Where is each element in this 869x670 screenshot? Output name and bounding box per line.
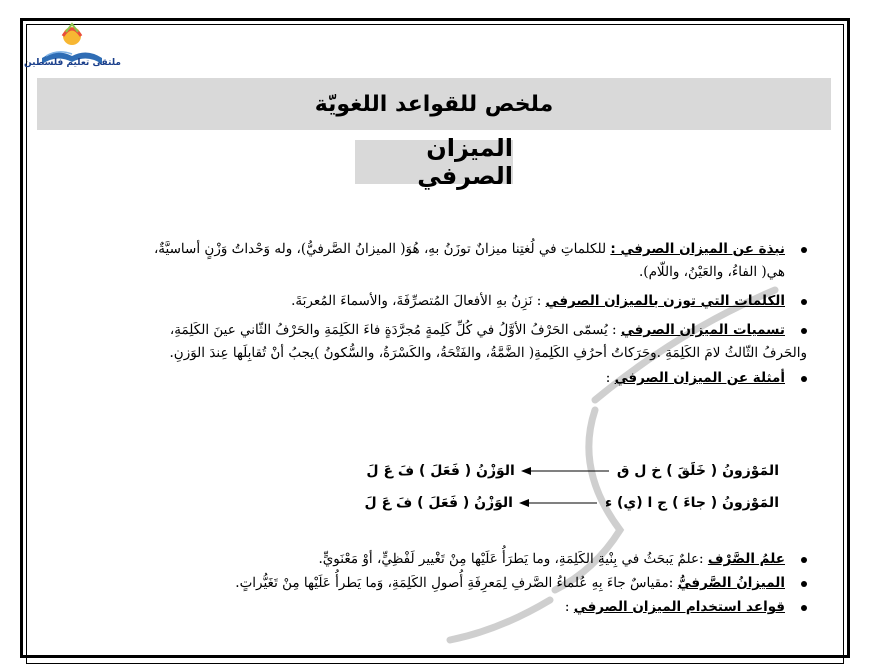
list-item bbox=[0, 238, 785, 284]
page-subtitle: الميزان الصرفي bbox=[355, 140, 513, 184]
item-text: :مقياسٌ جاءَ بِهِ عُلماءُ الصَّرفِ لِمَعرِفَةِ أُصولِ الكَلِمَةِ، وَما يَطرأُ عَلَيْها مِنْ تَغَيُّراتٍ. bbox=[235, 575, 674, 591]
definitions-section bbox=[0, 548, 785, 619]
item-label: الميزانُ الصَّرفيُّ bbox=[677, 575, 785, 591]
item-label: تسميات الميزان الصرفي bbox=[620, 322, 785, 338]
list-item bbox=[0, 548, 785, 571]
bullet-icon bbox=[801, 299, 807, 305]
list-item bbox=[0, 367, 785, 390]
example-line bbox=[329, 487, 779, 519]
bullet-icon bbox=[801, 328, 807, 334]
list-item bbox=[0, 290, 785, 313]
item-text: :علمٌ يَبحَثُ في بِنْيةِ الكَلِمَةِ، وما يَطرَأُ عَلَيْها مِنْ تَغْيير لَفْظِيٍّ، أوْ مَعْنَويٍّ. bbox=[318, 551, 704, 567]
bullet-icon bbox=[801, 581, 807, 587]
item-text: للكلماتِ في لُغتِنا ميزانٌ توزَنُ بهِ، هُوَ( الميزانُ الصَّرفيُّ)، وله وَحْداتُ وَزْنٍ أساسيَّةٌ، bbox=[153, 241, 607, 257]
page-title: ملخص للقواعد اللغويّة bbox=[37, 78, 831, 130]
list-item bbox=[0, 572, 785, 595]
example-weight: الوَزْنُ ( فَعَلَ ) فَ عَ لَ bbox=[364, 495, 513, 511]
logo-caption: ملتقى تعليم فلسطين bbox=[24, 58, 121, 68]
arrow-left-icon bbox=[519, 498, 599, 508]
item-label: علمُ الصَّرْف bbox=[707, 551, 785, 567]
item-label: نبذة عن الميزان الصرفي : bbox=[610, 241, 785, 257]
item-label: قواعد استخدام الميزان الصرفي bbox=[573, 599, 785, 615]
content-section bbox=[0, 238, 807, 390]
item-text: : نَزِنُ بهِ الأفعالَ المُتصرِّفَةَ، والأسماءَ المُعربَةَ. bbox=[291, 293, 542, 309]
bullet-icon bbox=[801, 247, 807, 253]
example-line bbox=[329, 455, 779, 487]
example-word: المَوْزونُ ( خَلَقَ ) خ ل ق bbox=[616, 463, 779, 479]
item-label: أمثلة عن الميزان الصرفي bbox=[614, 370, 785, 386]
item-text: هي( الفاءُ، والعَيْنُ، واللّام). bbox=[639, 264, 785, 280]
bullet-icon bbox=[801, 557, 807, 563]
arrow-left-icon bbox=[521, 466, 611, 476]
list-item bbox=[0, 596, 785, 619]
bullet-icon bbox=[801, 376, 807, 382]
examples-block bbox=[329, 455, 779, 519]
item-label: الكلمات التي توزن بالميزان الصرفي bbox=[545, 293, 785, 309]
item-text: : bbox=[564, 599, 570, 615]
item-text: : bbox=[605, 370, 611, 386]
example-word: المَوْزونُ ( جاءَ ) ج ا (ي) ء bbox=[604, 495, 779, 511]
example-weight: الوَزْنُ ( فَعَلَ ) فَ عَ لَ bbox=[366, 463, 515, 479]
bullet-icon bbox=[801, 605, 807, 611]
item-text: : يُسمّى الحَرْفُ الأوَّلُ في كُلِّ كَلِمةٍ مُجرَّدَةٍ فاءَ الكَلِمَةِ والحَرْفُ الثّاني عينَ الكَلِمَةِ، bbox=[169, 322, 617, 338]
item-text: والحَرفُ الثّالثُ لامَ الكَلِمَةِ .وحَرَكاتُ أحرُفِ الكَلِمةِ( الضَّمَّةُ، والفَتْحَةُ، والكَسْرَةُ، والسُّكونُ )يجبُ أنْ تُقابِلَها عِندَ الوَزنِ. bbox=[169, 345, 807, 361]
list-item bbox=[0, 319, 807, 365]
